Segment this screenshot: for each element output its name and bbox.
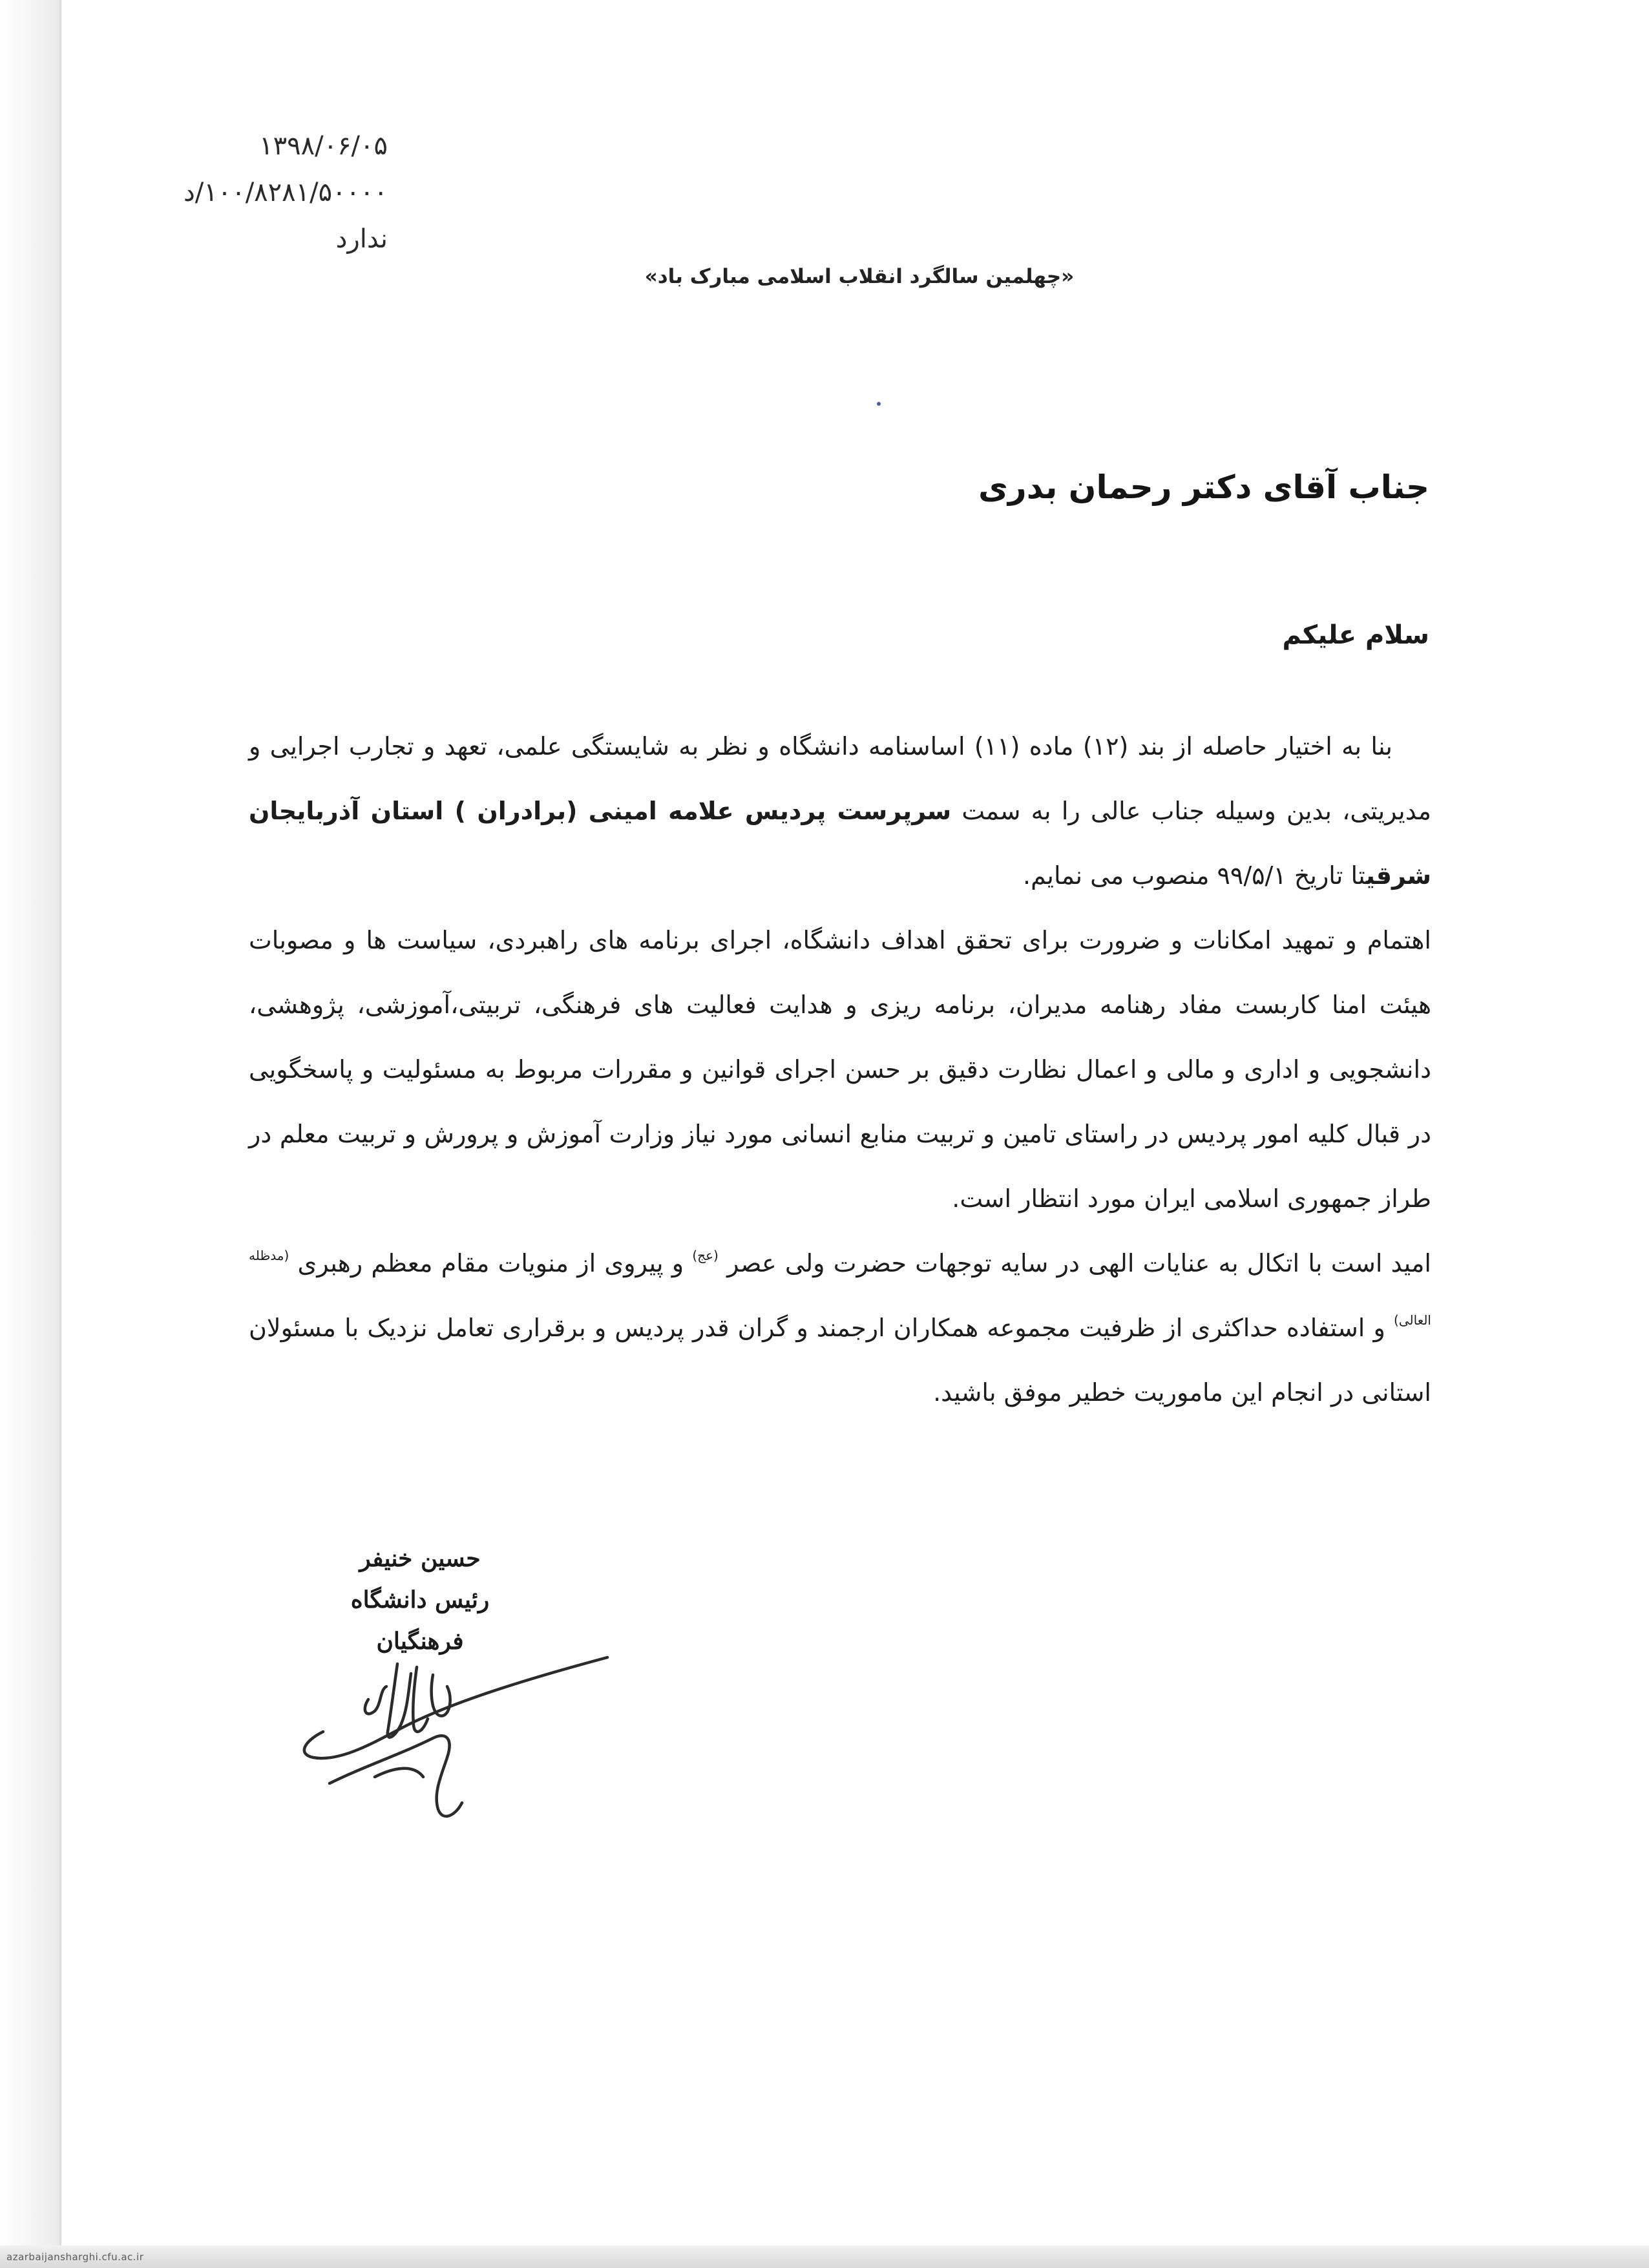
body-text-span: و استفاده حداکثری از ظرفیت مجموعه همکاران ارجمند و گران قدر پردیس و برقراری تعامل نزدیک با مسئولان استانی در انجام این ماموریت خطیر موفق باشید. <box>249 1314 1431 1407</box>
body-paragraph-1 <box>249 714 1431 908</box>
body-text-span: تا تاریخ ۹۹/۵/۱ منصوب می نمایم. <box>1023 861 1366 890</box>
honorific-superscript: (مدظله العالی) <box>249 1248 1431 1328</box>
footer-watermark: azarbaijansharghi.cfu.ac.ir <box>6 2251 144 2263</box>
body-paragraph-2: اهتمام و تمهید امکانات و ضرورت برای تحقق اهداف دانشگاه، اجرای برنامه های راهبردی، سیاست ها و مصوبات هیئت امنا کاربست مفاد رهنامه مدیران، برنامه ریزی و هدایت فعالیت های فرهنگی، تربیتی،آموزشی، پژوهشی، دانشجویی و اداری و مالی و اعمال نظارت دقیق بر حسن اجرای قوانین و مقررات مربوط به مسئولیت و پاسخگویی در قبال کلیه امور پردیس در راستای تامین و تربیت منابع انسانی مورد نیاز وزارت آموزش و پرورش و تربیت معلم در طراز جمهوری اسلامی ایران مورد انتظار است. <box>249 926 1431 1213</box>
scan-edge-line <box>59 0 61 2268</box>
letter-number: ۱۰۰/۸۲۸۱/۵۰۰۰۰/د <box>183 178 388 207</box>
honorific-superscript: (عج) <box>692 1248 719 1263</box>
signatory-title: رئیس دانشگاه فرهنگیان <box>350 1586 490 1655</box>
body-text-span: امید است با اتکال به عنایات الهی در سایه توجهات حضرت ولی عصر <box>718 1249 1431 1277</box>
appointment-position: سرپرست پردیس علامه امینی (برادران ) استان آذربایجان شرقی <box>249 797 1431 890</box>
letter-metadata <box>155 123 388 262</box>
greeting: سلام علیکم <box>1282 620 1429 650</box>
body-paragraph-3 <box>249 1231 1431 1425</box>
body-text-span: بنا به اختیار حاصله از بند (۱۲) ماده (۱۱) اساسنامه دانشگاه و نظر به شایستگی علمی، تعهد و تجارب اجرایی و مدیریتی، بدین وسیله جناب عالی را به سمت <box>249 732 1431 825</box>
letter-body <box>249 714 1431 1425</box>
letter-motto: «چهلمین سالگرد انقلاب اسلامی مبارک باد» <box>644 265 1075 288</box>
signatory-name: حسین خنیفر <box>359 1545 481 1572</box>
scan-bottom-edge <box>0 2245 1649 2268</box>
letter-attachment: ندارد <box>335 224 388 254</box>
letter-date: ۱۳۹۸/۰۶/۰۵ <box>259 131 388 161</box>
body-text-span: و پیروی از منویات مقام معظم رهبری <box>289 1249 693 1277</box>
recipient-title: جناب آقای دکتر رحمان بدری <box>978 468 1429 506</box>
ink-speck <box>877 402 881 406</box>
handwritten-signature <box>284 1628 620 1848</box>
scan-left-edge <box>0 0 61 2268</box>
